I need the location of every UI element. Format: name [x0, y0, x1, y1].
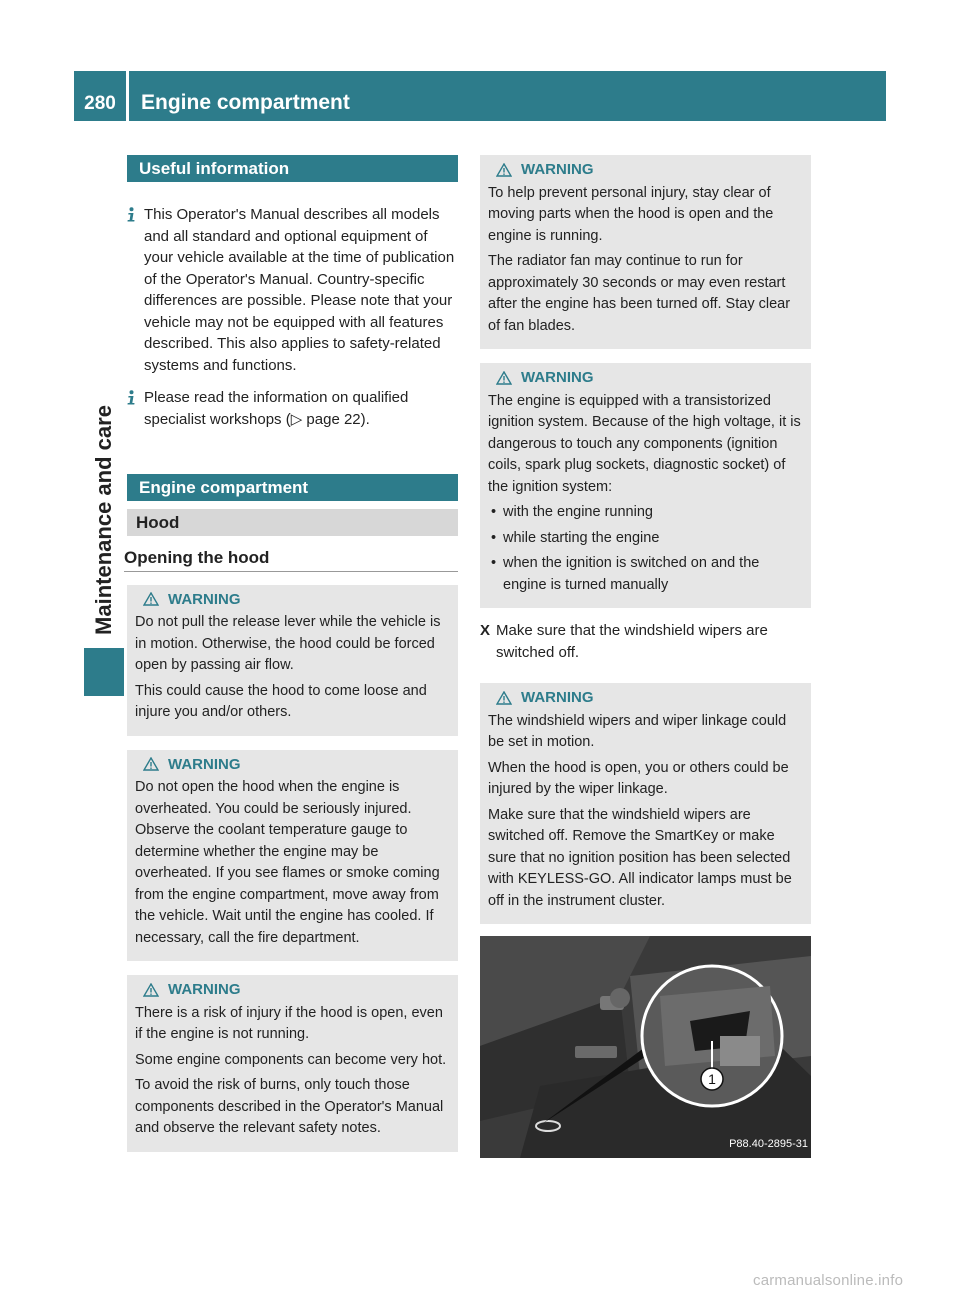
- warning-header: [488, 159, 804, 181]
- warning-title: WARNING: [168, 981, 241, 998]
- step-marker: X: [480, 622, 491, 639]
- callout-number: 1: [708, 1071, 716, 1087]
- warning-text: There is a risk of injury if the hood is open, even if the engine is not running.: [135, 1004, 443, 1042]
- list-item: • when the ignition is switched on and the engine is turned manually: [488, 553, 804, 596]
- left-column: [124, 155, 458, 1152]
- warning-triangle-icon: [143, 983, 159, 997]
- warning-box: [127, 585, 458, 736]
- warning-text: The radiator fan may continue to run for approximately 30 seconds or may even restart after the engine has been turned off. Stay clear of fan blades.: [488, 253, 791, 334]
- warning-text: Some engine components can become very hot.: [135, 1051, 447, 1068]
- warning-header: [488, 367, 804, 389]
- warning-text: Do not open the hood when the engine is overheated. You could be seriously injured. Observe the coolant temperature gauge to determine whether the engine may be overheated. If you see flames or smoke coming from the engine compartment, move away from the vehicle. Wait until the engine has cooled. If necessary, call the fire department.: [135, 779, 440, 946]
- warning-header: [488, 687, 804, 709]
- info-icon: [125, 207, 137, 222]
- watermark: carmanualsonline.info: [753, 1272, 904, 1289]
- info-note-text: This Operator's Manual describes all models and all standard and optional equipment of your vehicle available at the time of publication of the Operator's Manual. Country-specific differences are possible. Please note that your vehicle may not be equipped with all features described. This also applies to safety-related systems and functions.: [144, 206, 455, 374]
- engine-compartment-heading: Engine compartment: [127, 474, 458, 501]
- side-tab-marker: [84, 648, 124, 696]
- hood-release-lever-photo: [480, 936, 811, 1158]
- instruction-step: [480, 620, 811, 663]
- warning-box: [480, 683, 811, 924]
- info-icon: [125, 390, 137, 405]
- info-note: [127, 204, 458, 376]
- info-note: [127, 387, 458, 430]
- warning-triangle-icon: [496, 163, 512, 177]
- warning-title: WARNING: [168, 755, 241, 773]
- warning-box: [127, 975, 458, 1152]
- useful-information-heading: Useful information: [127, 155, 458, 182]
- warning-text: The windshield wipers and wiper linkage could be set in motion.: [488, 712, 787, 750]
- figure-code: P88.40-2895-31: [729, 1137, 808, 1150]
- info-note-text: Please read the information on qualified specialist workshops (▷ page 22).: [144, 389, 409, 428]
- warning-text: Do not pull the release lever while the vehicle is in motion. Otherwise, the hood could be forced open by passing air flow.: [135, 614, 441, 673]
- right-column: [480, 155, 811, 1158]
- list-item: • with the engine running: [488, 502, 804, 524]
- warning-triangle-icon: [496, 371, 512, 385]
- warning-triangle-icon: [143, 757, 159, 771]
- section-side-tab: [84, 390, 124, 650]
- bullet-list: [488, 502, 804, 596]
- warning-box: [480, 363, 811, 608]
- warning-triangle-icon: [496, 691, 512, 705]
- warning-title: WARNING: [521, 689, 594, 706]
- warning-header: [135, 589, 451, 611]
- page-number: 280: [74, 71, 126, 121]
- opening-hood-heading: Opening the hood: [124, 547, 458, 572]
- warning-text: To avoid the risk of burns, only touch those components described in the Operator's Manual and observe the relevant safety notes.: [135, 1077, 444, 1136]
- warning-text: The engine is equipped with a transistorized ignition system. Because of the high voltage, it is dangerous to touch any components (ignition coils, spark plug sockets, diagnostic socket) of the ignition system:: [488, 392, 801, 495]
- page-title: Engine compartment: [129, 71, 886, 121]
- warning-text: To help prevent personal injury, stay clear of moving parts when the hood is open and the engine is running.: [488, 184, 774, 244]
- step-text: Make sure that the windshield wipers are switched off.: [496, 622, 768, 661]
- warning-title: WARNING: [521, 161, 594, 178]
- list-item: • while starting the engine: [488, 528, 804, 550]
- warning-text: When the hood is open, you or others could be injured by the wiper linkage.: [488, 759, 789, 797]
- warning-title: WARNING: [168, 590, 241, 608]
- warning-header: [135, 979, 451, 1001]
- warning-triangle-icon: [143, 592, 159, 606]
- hood-heading: Hood: [127, 509, 458, 536]
- warning-box: [480, 155, 811, 349]
- warning-title: WARNING: [521, 369, 594, 386]
- warning-text: This could cause the hood to come loose and injure you and/or others.: [135, 682, 427, 720]
- warning-text: Make sure that the windshield wipers are switched off. Remove the SmartKey or make sure that no ignition position has been selected with KEYLESS-GO. All indicator lamps must be off in the instrument cluster.: [488, 806, 792, 909]
- warning-header: [135, 754, 451, 776]
- dashboard-illustration: [480, 936, 811, 1158]
- side-tab-label: Maintenance and care: [91, 405, 116, 635]
- warning-box: [127, 750, 458, 962]
